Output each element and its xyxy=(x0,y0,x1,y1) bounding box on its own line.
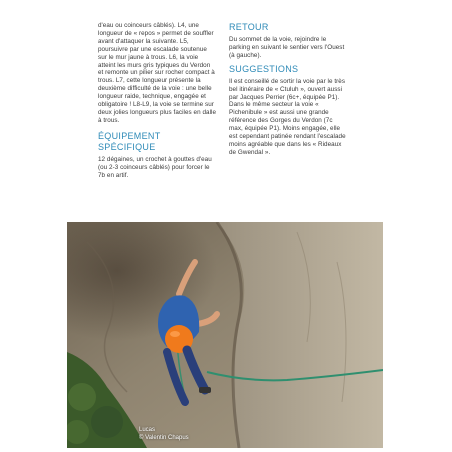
photo-caption xyxy=(139,427,189,442)
equipment-heading: ÉQUIPEMENT SPÉCIFIQUE xyxy=(98,130,161,152)
equipment-paragraph: 12 dégaines, un crochet à gouttes d'eau (ou 2-3 coinceurs câblés) pour forcer le 7b en artif. xyxy=(98,155,212,179)
suggestions-heading: SUGGESTIONS xyxy=(229,63,299,74)
climber-photo xyxy=(67,222,383,448)
caption-photo-credit: © Valentin Chapus xyxy=(139,434,189,441)
caption-climber-name: Lucas xyxy=(139,427,156,433)
suggestions-paragraph: Il est conseillé de sortir la voie par le très bel itinéraire de « Ctuluh », ouvert aussi par Jacques Perrier (6c+, équipée P1). Dans le même secteur la voie « Pichenibule » est aussi une grande référence des Gorges du Verdon (7c max, équipée P1). Moins engagée, elle est cependant patinée rendant l'escalade moins agréable que dans les « Rideaux de Gwendal ». xyxy=(229,77,346,156)
return-heading: RETOUR xyxy=(229,22,269,32)
foliage-clump xyxy=(91,406,123,438)
route-description-paragraph: d'eau ou coinceurs câblés). L4, une longueur de « repos » permet de souffler avant d'attaquer la suivante. L5, poursuivre par une escalade soutenue sur le mur jaune à trous. L6, la voie atteint les murs gris typiques du Verdon et remonte un pilier sur rocher compact à trous. L7, cette longueur présente la deuxième difficulté de la voie : une belle longueur raide, technique, engagée et obligatoire ! L8-L9, la voie se termine sur deux jolies longueurs plus faciles en dalle à trous. xyxy=(98,22,217,124)
climber-shoe xyxy=(199,387,211,393)
left-text-column xyxy=(98,22,216,184)
helmet-highlight xyxy=(170,331,180,337)
right-text-column xyxy=(229,22,347,161)
return-paragraph: Du sommet de la voie, rejoindre le parking en suivant le sentier vers l'Ouest (à gauche). xyxy=(229,36,345,59)
climber-photo-illustration xyxy=(67,222,383,448)
foliage-clump xyxy=(68,383,96,411)
